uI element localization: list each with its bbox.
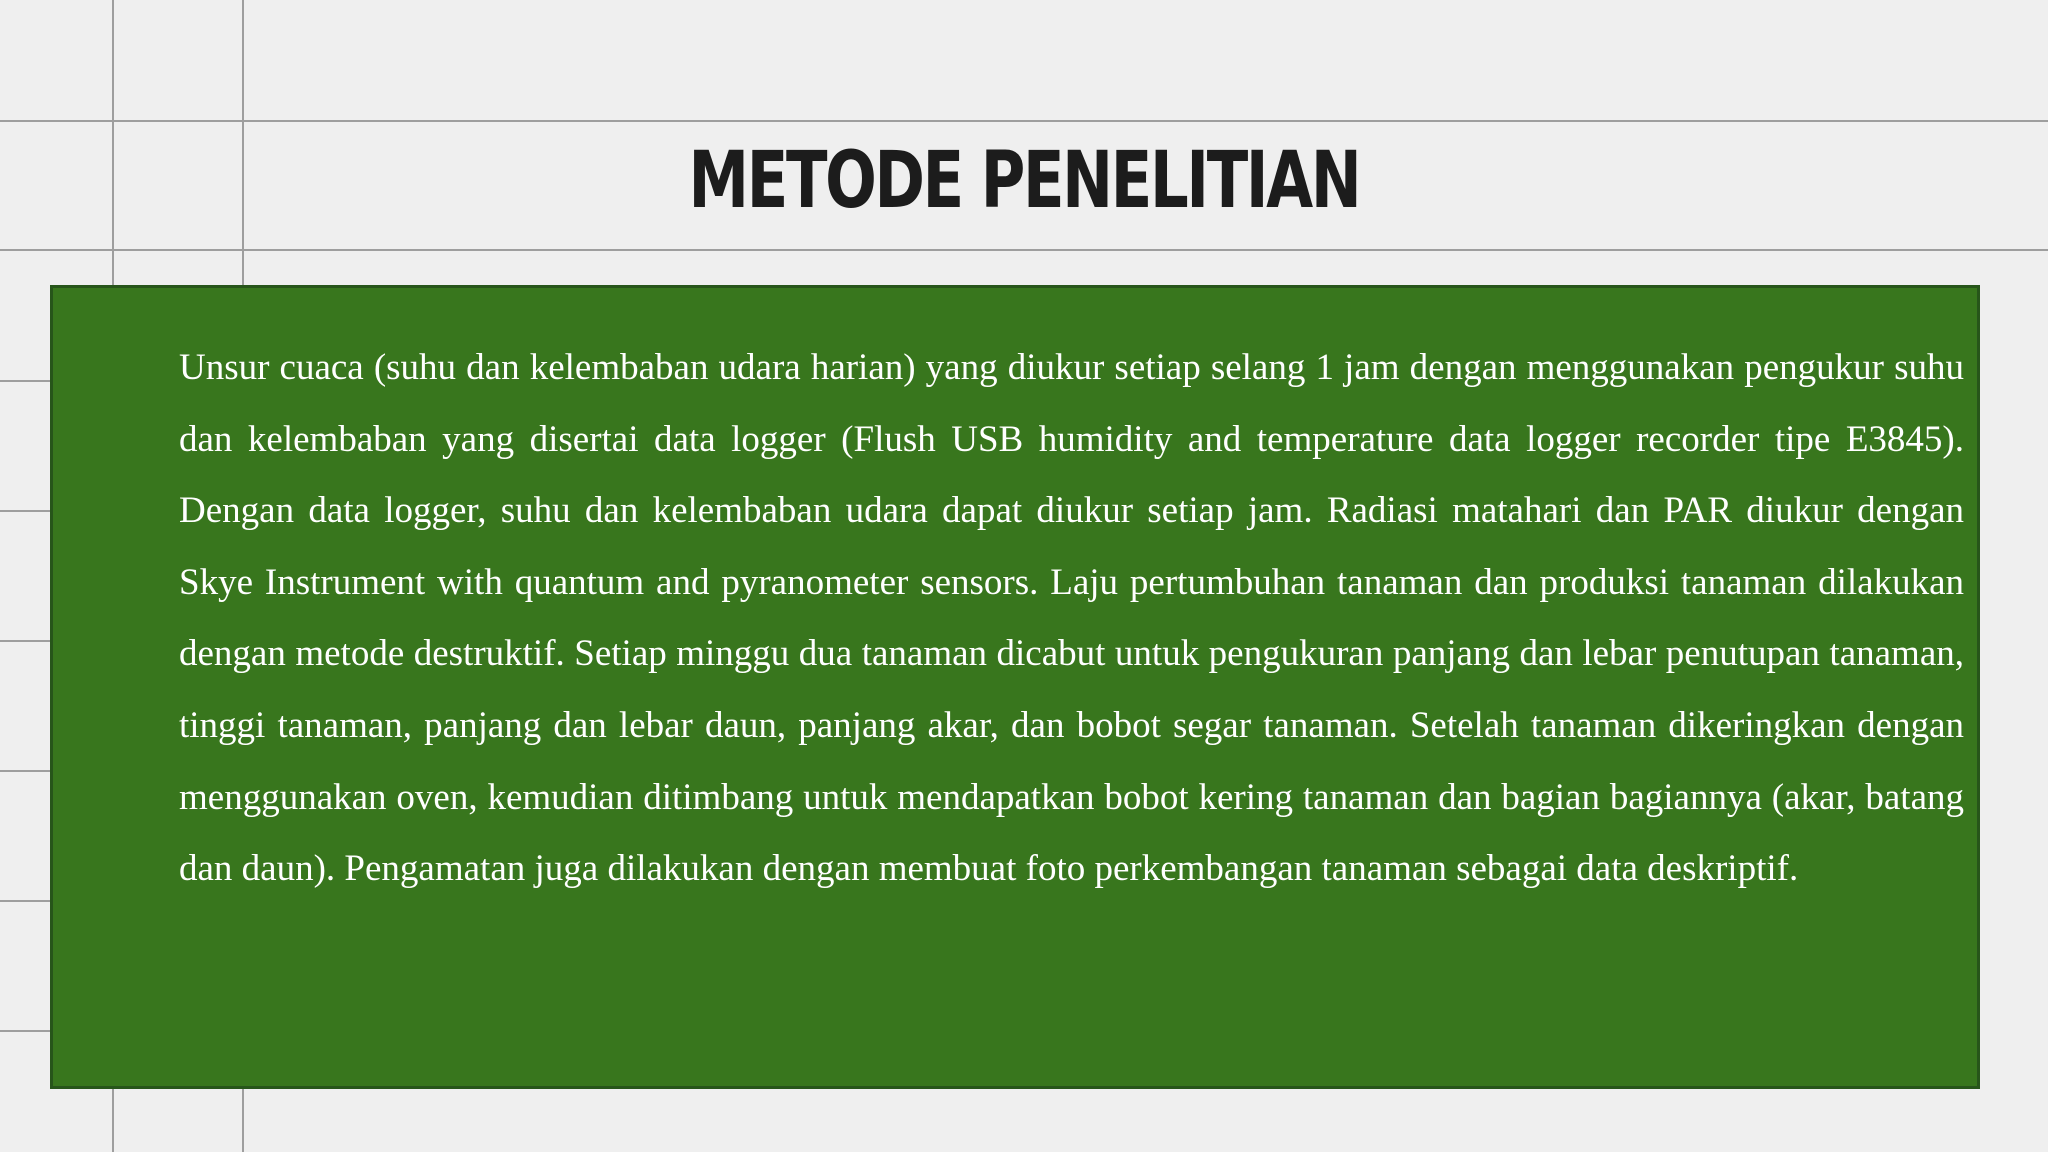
grid-line-horizontal [0,120,2048,122]
body-paragraph: Unsur cuaca (suhu dan kelembaban udara harian) yang diukur setiap selang 1 jam dengan menggunakan pengukur suhu dan kelembaban yang disertai data logger (Flush USB humidity and temperature data logger recorder tipe E3845). Dengan data logger, suhu dan kelembaban udara dapat diukur setiap jam. Radiasi matahari dan PAR diukur dengan Skye Instrument with quantum and pyranometer sensors. Laju pertumbuhan tanaman dan produksi tanaman dilakukan dengan metode destruktif. Setiap minggu dua tanaman dicabut untuk pengukuran panjang dan lebar penutupan tanaman, tinggi tanaman, panjang dan lebar daun, panjang akar, dan bobot segar tanaman. Setelah tanaman dikeringkan dengan menggunakan oven, kemudian ditimbang untuk mendapatkan bobot kering tanaman dan bagian bagiannya (akar, batang dan daun). Pengamatan juga dilakukan dengan membuat foto perkembangan tanaman sebagai data deskriptif. [179,347,1964,890]
content-panel [50,285,1980,1089]
slide-title: METODE PENELITIAN [688,136,1360,226]
grid-line-horizontal [0,249,2048,251]
